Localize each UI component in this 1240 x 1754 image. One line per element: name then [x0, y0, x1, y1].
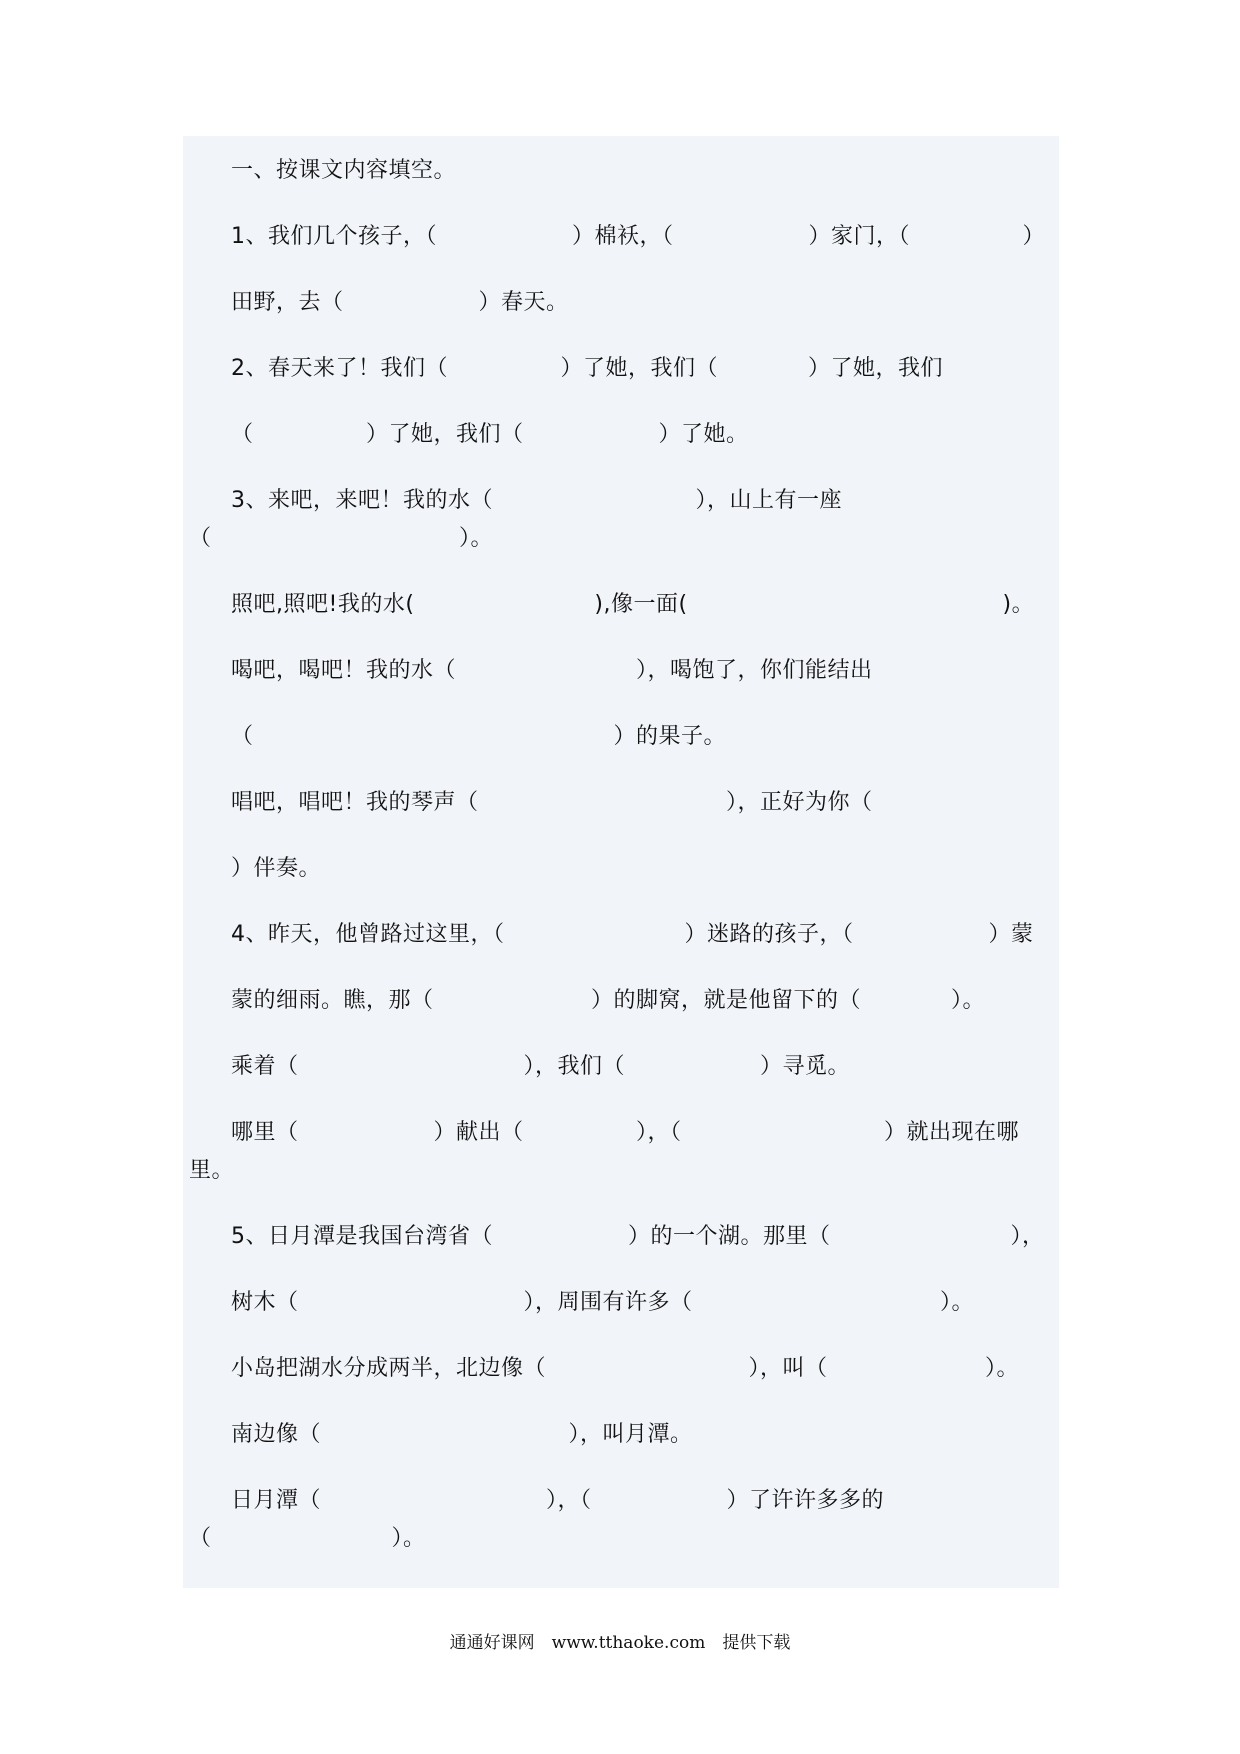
question-1-line-2: 田野，去（ ）春天。 [231, 290, 569, 315]
question-3-line-2: （ ）。 [189, 526, 494, 551]
question-5-line-5: 日月潭（ ），（ ）了许许多多的 [231, 1488, 885, 1513]
question-4-line-3: 乘着（ ），我们（ ）寻觅。 [231, 1054, 851, 1079]
question-5-line-6: （ ）。 [189, 1526, 426, 1551]
question-3-line-1: 3、来吧，来吧！我的水（ ），山上有一座 [231, 488, 842, 513]
page-footer: 通通好课网 www.tthaoke.com 提供下载 [449, 1633, 791, 1653]
section-heading: 一、按课文内容填空。 [231, 158, 457, 183]
question-3-line-7: ）伴奏。 [231, 856, 322, 881]
question-2-line-1: 2、春天来了！我们（ ）了她，我们（ ）了她，我们 [231, 356, 943, 381]
question-3-line-4: 喝吧，喝吧！我的水（ ），喝饱了，你们能结出 [231, 658, 873, 683]
question-3-line-5: （ ）的果子。 [231, 724, 727, 749]
worksheet-page [183, 136, 1059, 1588]
question-5-line-2: 树木（ ），周围有许多（ ）。 [231, 1290, 975, 1315]
question-4-line-5: 里。 [189, 1158, 235, 1183]
question-4-line-4: 哪里（ ）献出（ ），（ ）就出现在哪 [231, 1120, 1020, 1145]
question-5-line-4: 南边像（ ），叫月潭。 [231, 1422, 693, 1447]
question-5-line-1: 5、日月潭是我国台湾省（ ）的一个湖。那里（ ）， [231, 1224, 1045, 1249]
question-1-line-1: 1、我们几个孩子，（ ）棉袄，（ ）家门，（ ） [231, 224, 1045, 249]
question-5-line-3: 小岛把湖水分成两半，北边像（ ），叫（ ）。 [231, 1356, 1020, 1381]
question-3-line-6: 唱吧，唱吧！我的琴声（ ），正好为你（ [231, 790, 873, 815]
question-3-line-3: 照吧,照吧!我的水( ),像一面( )。 [231, 592, 1035, 617]
question-4-line-2: 蒙的细雨。瞧，那（ ）的脚窝，就是他留下的（ ）。 [231, 988, 986, 1013]
question-4-line-1: 4、昨天，他曾路过这里，（ ）迷路的孩子，（ ）蒙 [231, 922, 1034, 947]
question-2-line-2: （ ）了她，我们（ ）了她。 [231, 422, 749, 447]
